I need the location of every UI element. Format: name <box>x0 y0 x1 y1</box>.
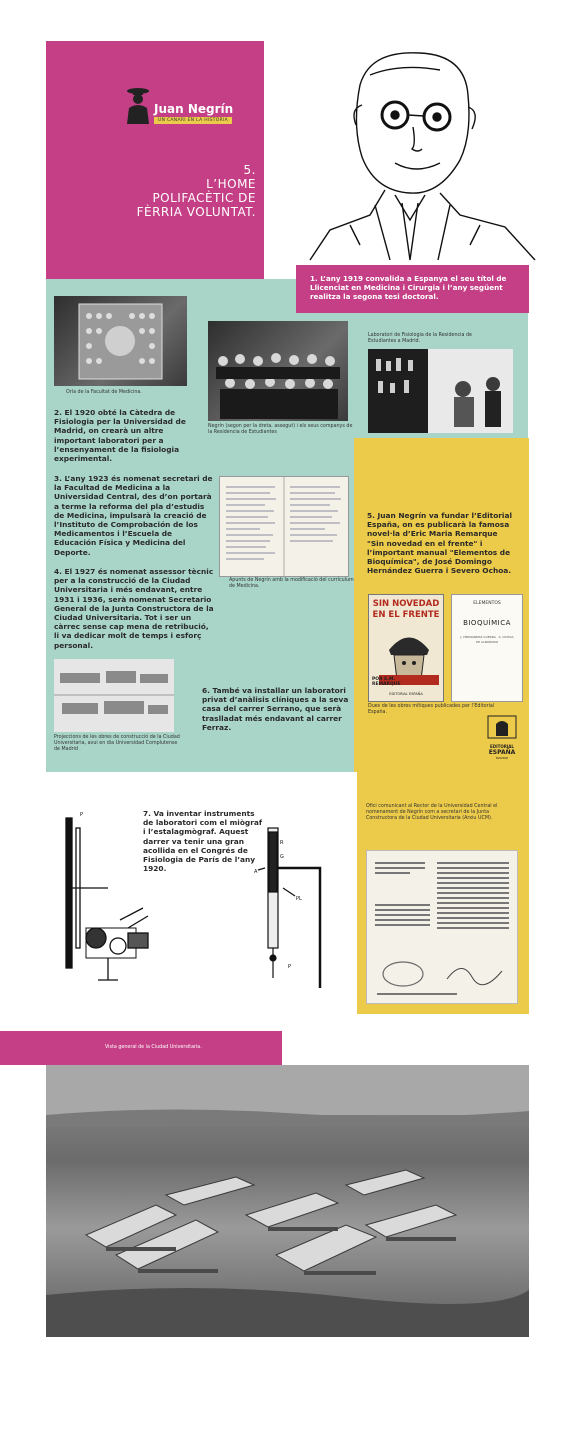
ofici-caption: Ofici comunicant al Rector de la Universidad Central el nomenament de Negrín com a secretari de la Junta Constructora de la Ciudad Universitaria (Arxiu UCM). <box>366 804 498 821</box>
group-photo-art <box>208 321 348 421</box>
logo-subtitle: UN CANARI EN LA HISTÒRIA <box>154 117 232 124</box>
item-3-text: 3. L’any 1923 és nomenat secretari de la Facultad de Medicina a la Universidad Central, des d’on portarà a terme la reforma del pla d’estudis de Medicina, impulsarà la creació de l’Instituto de Comprobación de los Medicamentos i l’Escuela de Educación Física y Medicina del Deporte. <box>54 474 213 557</box>
item-7-text: 7. Va inventar instruments de laboratori com el miògraf i l’estalagmògraf. Aquest darrer va tenir una gran acollida en el Congrés de Fisiologia de París de l’any 1920. <box>143 809 263 874</box>
doc-line <box>437 887 509 889</box>
doc-line <box>437 872 509 874</box>
doc-line <box>437 882 509 884</box>
book-2-header: ELEMENTOS <box>473 601 501 606</box>
logo-name: Juan Negrín <box>154 102 234 116</box>
item-1-box <box>296 265 529 313</box>
book-bioquimica-cover <box>451 594 523 702</box>
soldier-illustration <box>379 625 439 685</box>
item-5-text: 5. Juan Negrín va fundar l’Editorial España, on es publicarà la famosa novel·la d’Eric Maria Remarque "Sin novedad en el frente" i l’important manual "Elementos de Bioquímica", de José Domingo Hernández Guerra i Severo Ochoa. <box>367 511 512 576</box>
projeccions-caption: Projeccions de les obres de construcció de la Ciudad Universitaria, avui en dia Universidad Complutense de Madrid <box>54 735 180 752</box>
doc-line <box>437 877 509 879</box>
editorial-logo-mark <box>486 714 518 740</box>
section-title <box>56 163 256 219</box>
projeccions-photo <box>54 659 174 732</box>
editorial-espana-logo <box>486 714 518 762</box>
section-title-line-3: FÈRRIA VOLUNTAT. <box>136 205 256 219</box>
negrin-group-caption: Negrín (segon per la dreta, assegut) i els seus companys de la Residencia de Estudiantes <box>208 424 353 435</box>
item-1-text: 1. L’any 1919 convalida a Espanya el seu títol de Llicenciat en Medicina i Cirurgia i l’any següent realitza la segona tesi doctoral. <box>310 274 507 301</box>
book-sin-novedad-cover <box>368 594 444 702</box>
doc-line <box>375 924 430 926</box>
estalagmograf-drawing <box>250 808 340 988</box>
doc-line <box>375 909 430 911</box>
svg-text:P: P <box>288 964 292 970</box>
notebook-art <box>220 477 348 576</box>
document-seal-signature <box>377 949 507 999</box>
book-1-author: POR E.M. REMARQUE <box>372 677 401 687</box>
books-caption: Dues de les obres mítiques publicades per l’Editorial España. <box>368 704 495 715</box>
doc-line <box>437 922 509 924</box>
document-side-lines <box>375 901 430 929</box>
doc-line <box>437 892 509 894</box>
svg-text:G: G <box>280 854 284 860</box>
doc-line <box>375 872 410 874</box>
document-header-lines <box>375 859 425 877</box>
svg-text:P: P <box>80 812 84 818</box>
title-panel <box>46 41 264 279</box>
doc-line <box>375 862 425 864</box>
doc-line <box>437 862 509 864</box>
ofici-document <box>366 850 518 1004</box>
logo <box>124 86 244 126</box>
aerial-photo-art <box>46 1065 529 1337</box>
doc-line <box>437 897 509 899</box>
lab-photo <box>368 349 513 433</box>
projeccions-art <box>54 659 174 732</box>
section-title-line-2: POLIFACÈTIC DE <box>152 191 256 205</box>
doc-line <box>375 919 430 921</box>
section-title-line-1: L’HOME <box>206 177 256 191</box>
negrin-caricature-drawing <box>290 45 550 265</box>
doc-line <box>437 907 509 909</box>
item-4-text: 4. El 1927 és nomenat assessor tècnic per a la construcció de la Ciudad Universitaria i més endavant, entre 1931 i 1936, serà nomenat Secretario General de la Junta Constructora de la Ciudad Universitaria. Tot i ser un càrrec sense cap mena de retribució, li va dedicar molt de temps i esforç personal. <box>54 567 214 650</box>
ciudad-universitaria-aerial-photo <box>46 1065 529 1337</box>
item-6-text: 6. També va installar un laboratori privat d’anàlisis clíniques a la seva casa del carrer Serrano, que serà traslladat més endavant al carrer Ferraz. <box>202 686 349 732</box>
lab-caption: Laboratori de Fisiologia de la Residencia de Estudiantes a Madrid. <box>368 333 472 344</box>
book-1-publisher: EDITORIAL ESPAÑA <box>389 692 423 696</box>
book-2-authors: J. HERNÁNDEZ GUERRA · S. OCHOA DE ALBORNOZ <box>460 635 514 644</box>
book-2-title: BIOQUÍMICA <box>463 619 511 627</box>
vista-caption: Vista general de la Ciudad Universitaria. <box>105 1045 202 1050</box>
editorial-logo-line-1: EDITORIAL <box>490 744 514 749</box>
svg-text:PL: PL <box>296 896 302 902</box>
doc-line <box>437 867 509 869</box>
book-1-title-line-1: SIN NOVEDAD <box>372 599 440 609</box>
editorial-logo-line-2: ESPAÑA <box>488 749 516 756</box>
section-number: 5. <box>243 163 256 177</box>
doc-line <box>375 867 425 869</box>
doc-line <box>437 912 509 914</box>
apunts-notebook-photo <box>219 476 349 577</box>
svg-text:R: R <box>280 840 284 846</box>
editorial-logo-line-3: MADRID <box>495 756 509 760</box>
doc-line <box>437 927 509 929</box>
orla-photo-art <box>54 296 187 386</box>
doc-line <box>375 914 430 916</box>
apunts-caption: Apunts de Negrín amb la modificació del currículum de Medicina. <box>229 578 354 589</box>
silhouette-icon <box>124 86 152 124</box>
orla-caption: Orla de la Facultat de Medicina. <box>66 390 142 395</box>
doc-line <box>375 904 430 906</box>
item-2-text: 2. El 1920 obté la Càtedra de Fisiologia per la Universidad de Madrid, on crearà un altre important laboratori per a l’ensenyament de la fisiologia experimental. <box>54 408 186 464</box>
negrin-group-photo <box>208 321 348 421</box>
svg-text:A: A <box>254 869 258 875</box>
doc-line <box>437 917 509 919</box>
doc-line <box>437 902 509 904</box>
vista-caption-bar <box>0 1031 282 1065</box>
document-body-lines <box>437 859 509 932</box>
book-1-title-line-2: EN EL FRENTE <box>372 610 440 620</box>
orla-photo <box>54 296 187 386</box>
lab-photo-art <box>368 349 513 433</box>
